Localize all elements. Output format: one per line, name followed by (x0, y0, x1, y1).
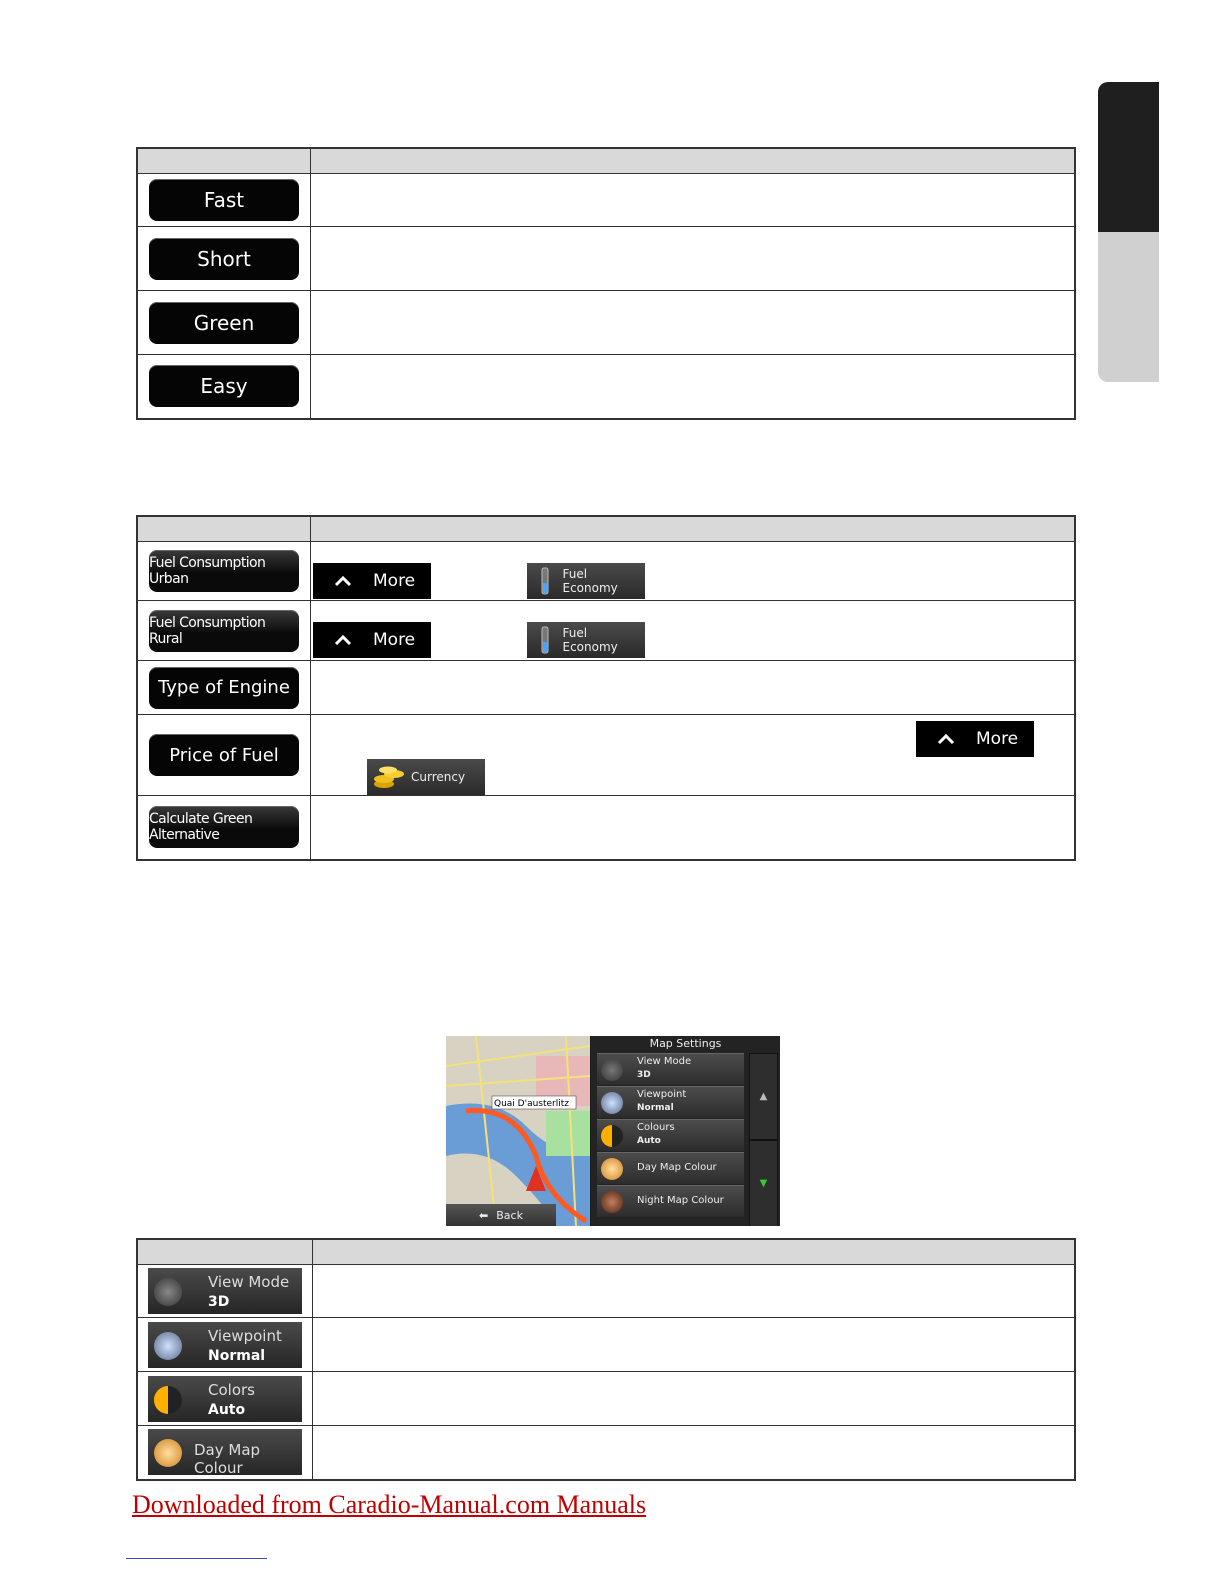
item-value: 3D (637, 1070, 651, 1080)
table-row (137, 291, 1075, 355)
view-mode-icon (154, 1278, 182, 1306)
chevron-up-icon (313, 634, 373, 646)
button-label: Colors (208, 1380, 255, 1399)
palette-dark-icon (601, 1191, 623, 1213)
table-row (137, 227, 1075, 291)
scroll-up-button[interactable]: ▲ (749, 1053, 778, 1140)
more-button[interactable] (313, 622, 431, 658)
price-of-fuel-button[interactable]: Price of Fuel (149, 734, 299, 776)
palette-icon (154, 1439, 182, 1467)
back-label: Back (496, 1208, 523, 1222)
chevron-up-icon (916, 733, 976, 745)
button-label: Day Map Colour (194, 1441, 261, 1478)
chevron-up-icon (313, 575, 373, 587)
more-button[interactable] (916, 721, 1034, 757)
back-button[interactable] (446, 1204, 556, 1226)
fuel-economy-label: Fuel Economy (562, 626, 618, 654)
button-value: Auto (208, 1401, 246, 1418)
bottom-rule (126, 1558, 267, 1559)
easy-button[interactable]: Easy (149, 365, 299, 407)
contrast-icon (154, 1386, 182, 1414)
view-mode-item[interactable] (597, 1053, 744, 1085)
contrast-icon (601, 1125, 623, 1147)
back-arrow-icon: ⬅ (479, 1208, 489, 1222)
button-label: Viewpoint (208, 1326, 282, 1345)
table-row (137, 1426, 1075, 1480)
item-value: Auto (637, 1136, 661, 1146)
more-label: More (976, 729, 1019, 749)
table-header-row (137, 516, 1075, 542)
fuel-economy-label: Fuel Economy (562, 567, 618, 595)
fuel-economy-button[interactable] (527, 563, 645, 599)
map-settings-table (136, 1238, 1076, 1481)
fast-button[interactable]: Fast (149, 179, 299, 221)
map-settings-screenshot (446, 1036, 780, 1226)
item-label: View Mode (637, 1056, 692, 1067)
map-view[interactable] (446, 1036, 590, 1226)
day-map-colour-button[interactable] (148, 1429, 302, 1478)
viewpoint-button[interactable] (148, 1322, 302, 1368)
item-label: Viewpoint (637, 1089, 687, 1100)
type-of-engine-button[interactable]: Type of Engine (149, 667, 299, 709)
item-label: Colours (637, 1122, 675, 1133)
view-mode-button[interactable] (148, 1268, 302, 1314)
currency-label: Currency (411, 770, 466, 784)
item-value: Normal (637, 1103, 674, 1113)
table-header-row (137, 1239, 1075, 1265)
table-row (137, 1265, 1075, 1318)
side-tab-light (1098, 232, 1159, 382)
table-row (137, 174, 1075, 227)
palette-icon (601, 1158, 623, 1180)
table-row (137, 1318, 1075, 1372)
viewpoint-item[interactable] (597, 1086, 744, 1118)
more-label: More (373, 630, 416, 650)
download-source-link[interactable]: Downloaded from Caradio-Manual.com Manuals (132, 1490, 647, 1519)
street-label: Quai D'austerlitz (494, 1099, 569, 1109)
short-button[interactable]: Short (149, 238, 299, 280)
item-label: Day Map Colour (637, 1162, 717, 1173)
fuel-economy-button[interactable] (527, 622, 645, 658)
fuel-consumption-urban-button[interactable]: Fuel Consumption Urban (149, 550, 299, 592)
fuel-gauge-icon (527, 626, 563, 654)
table-row (137, 661, 1075, 715)
button-value: 3D (208, 1294, 230, 1310)
table-row (137, 355, 1075, 419)
colours-item[interactable] (597, 1119, 744, 1151)
colors-button[interactable] (148, 1376, 302, 1422)
calculate-green-alternative-button[interactable]: Calculate Green Alternative (149, 806, 299, 848)
green-button[interactable]: Green (149, 302, 299, 344)
table-row (137, 1372, 1075, 1426)
table-row (137, 796, 1075, 860)
side-tab-dark (1098, 82, 1159, 232)
button-label: View Mode (208, 1273, 290, 1291)
menu-title: Map Settings (649, 1037, 722, 1050)
scroll-down-button[interactable]: ▼ (749, 1140, 778, 1226)
night-map-colour-item[interactable] (597, 1185, 744, 1217)
view-mode-icon (601, 1059, 623, 1081)
more-label: More (373, 571, 416, 591)
day-map-colour-item[interactable] (597, 1152, 744, 1184)
currency-button[interactable] (367, 759, 485, 795)
more-button[interactable] (313, 563, 431, 599)
magnifier-icon (601, 1092, 623, 1114)
fuel-gauge-icon (527, 567, 563, 595)
button-value: Normal (208, 1347, 266, 1364)
map-settings-menu (591, 1036, 780, 1226)
magnifier-icon (154, 1332, 182, 1360)
chapter-side-tab (1098, 82, 1159, 382)
map-graphic (446, 1036, 590, 1226)
table-header-row (137, 148, 1075, 174)
fuel-consumption-rural-button[interactable]: Fuel Consumption Rural (149, 610, 299, 652)
route-type-table (136, 147, 1076, 420)
item-label: Night Map Colour (637, 1195, 724, 1206)
coins-icon (367, 764, 411, 790)
